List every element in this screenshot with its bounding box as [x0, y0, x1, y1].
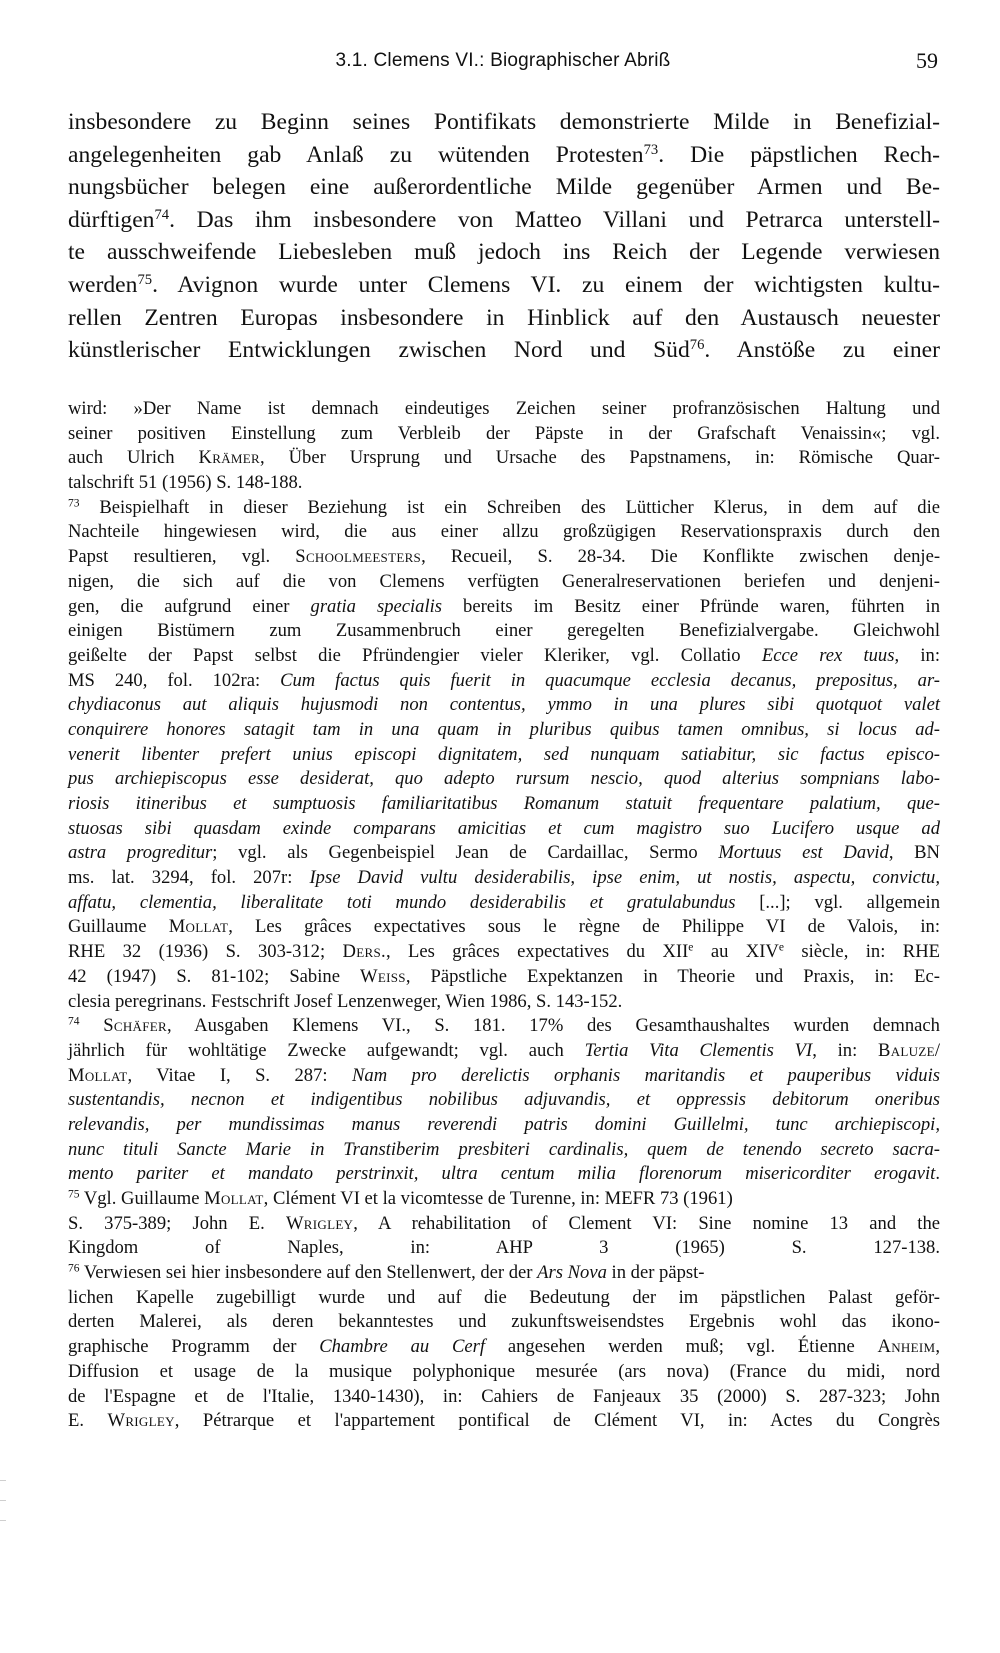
- footnote-line: 42 (1947) S. 81-102; Sabine Weiss, Päpstliche Expektanzen in Theorie und Praxis, in: Ec-: [68, 965, 940, 987]
- footnote-line: derten Malerei, als deren bekanntestes und zukunftsweisendstes Ergebnis wohl das ikono-: [68, 1311, 940, 1333]
- footnote-line: wird: »Der Name ist demnach eindeutiges Zeichen seiner profranzösischen Haltung und: [68, 398, 940, 419]
- footnote-line: einigen Bistümern zum Zusammenbruch einer geregelten Benefizialvergabe. Gleichwohl: [68, 620, 940, 642]
- body-line: angelegenheiten gab Anlaß zu wütenden Protesten$^{73}$. Die päpstlichen Rech-: [68, 141, 940, 168]
- footnote-line: clesia peregrinans. Festschrift Josef Lenzenweger, Wien 1986, S. 143-152.: [68, 990, 623, 1012]
- footnote-line: S. 375-389; John E. Wrigley, A rehabilitation of Clement VI: Sine nomine 13 and the: [68, 1212, 940, 1234]
- footnote-line: nigen, die sich auf die von Clemens verfügten Generalreservationen beriefen und denjeni-: [68, 570, 940, 592]
- running-title: 3.1. Clemens VI.: Biographischer Abriß: [335, 50, 671, 71]
- footnote-line: de l'Espagne et de l'Italie, 1340-1430), in: Cahiers de Fanjeaux 35 (2000) S. 287-323; John: [68, 1385, 940, 1407]
- footnote-line: jährlich für wohltätige Zwecke aufgewandt; vgl. auch Tertia Vita Clementis VI, in: Baluze/: [68, 1039, 941, 1061]
- footnote-line: auch Ulrich Krämer, Über Ursprung und Ursache des Papstnamens, in: Römische Quar-: [68, 447, 940, 469]
- footnote-line: gen, die aufgrund einer gratia specialis bereits im Besitz einer Pfründe waren, führten in: [68, 595, 940, 617]
- footnote-line: riosis itineribus et sumptuosis familiaritatibus Romanum statuit frequentare palatium, que-: [68, 793, 940, 814]
- body-line: rellen Zentren Europas insbesondere in Hinblick auf den Austausch neuester: [68, 304, 940, 331]
- footnote-line: graphische Programm der Chambre au Cerf angesehen werden muß; vgl. Étienne Anheim,: [68, 1336, 941, 1358]
- footnote-line: pus archiepiscopus esse desiderat, quo adepto rursum nescio, quod alterius sompnians labo-: [68, 768, 940, 790]
- footnote-line: lichen Kapelle zugebilligt wurde und auf die Bedeutung der im päpstlichen Palast geför-: [68, 1286, 940, 1308]
- footnote-line: Diffusion et usage de la musique polyphonique mesurée (ars nova) (France du midi, nord: [68, 1360, 940, 1382]
- footnote-line: Guillaume Mollat, Les grâces expectatives sous le règne de Philippe VI de Valois, in:: [68, 916, 940, 938]
- footnote-line: $^{76}$ Verwiesen sei hier insbesondere auf den Stellenwert, der der Ars Nova in der päpst-: [68, 1262, 705, 1284]
- footnote-line: venerit libenter prefert unius episcopi dignitatem, sed nunquam satiabitur, sic factus episco-: [68, 743, 940, 765]
- footnote-line: RHE 32 (1936) S. 303-312; Ders., Les grâces expectatives du XIIe au XIVe siècle, in: RHE: [68, 941, 940, 963]
- footnote-line: talschrift 51 (1956) S. 148-188.: [68, 472, 303, 494]
- footnote-line: Mollat, Vitae I, S. 287: Nam pro derelictis orphanis maritandis et pauperibus viduis: [68, 1064, 940, 1086]
- footnote-line: geißelte der Papst selbst die Pfründengier vieler Kleriker, vgl. Collatio Ecce rex tuus, in:: [68, 644, 940, 666]
- footnote-line: ms. lat. 3294, fol. 207r: Ipse David vultu desiderabilis, ipse enim, ut nostis, aspectu, convictu,: [68, 867, 940, 889]
- footnote-line: mento pariter et mandato perstrinxit, ultra centum milia florenorum misericorditer erogavit.: [68, 1163, 940, 1185]
- footnote-line: affatu, clementia, liberalitate toti mundo desiderabilis et gratulabundus [...]; vgl. allgemein: [68, 891, 940, 913]
- footnote-line: sustentandis, necnon et indigentibus nobilibus adjuvandis, et oppressis debitorum oneribus: [68, 1089, 940, 1111]
- footnote-line: nunc tituli Sancte Marie in Transtiberim presbiteri cardinalis, quem de tenendo secreto sacra-: [68, 1138, 940, 1160]
- footnote-line: relevandis, per mundissimas manus reverendi patris domini Guillelmi, tunc archiepiscopi,: [68, 1113, 940, 1135]
- footnotes: [68, 397, 940, 1434]
- footnote-line: Nachteile hingewiesen wird, die aus einer allzu großzügigen Reservationspraxis durch den: [68, 521, 940, 543]
- main-text: [68, 106, 940, 367]
- footnote-line: seiner positiven Einstellung zum Verbleib der Päpste in der Grafschaft Venaissin«; vgl.: [68, 422, 940, 444]
- body-line: werden$^{75}$. Avignon wurde unter Clemens VI. zu einem der wichtigsten kultu-: [68, 271, 940, 298]
- footnote-line: E. Wrigley, Pétrarque et l'appartement pontifical de Clément VI, in: Actes du Congrès: [68, 1410, 940, 1432]
- footnote-line: chydiaconus aut aliquis hujusmodi non contentus, ymmo in una plures sibi quotquot valet: [68, 694, 940, 716]
- footnote-line: $^{74}$ Schäfer, Ausgaben Klemens VI., S. 181. 17% des Gesamthaushaltes wurden demnach: [68, 1015, 940, 1037]
- footnote-line: Kingdom of Naples, in: AHP 3 (1965) S. 127-138.: [68, 1237, 940, 1259]
- page-number: 59: [916, 48, 938, 73]
- footnote-line: $^{73}$ Beispielhaft in dieser Beziehung ist ein Schreiben des Lütticher Klerus, in dem auf die: [68, 496, 940, 518]
- page-header: [68, 44, 938, 84]
- footnote-line: Papst resultieren, vgl. Schoolmeesters, Recueil, S. 28-34. Die Konflikte zwischen denje-: [68, 546, 941, 568]
- footnote-line: stuosas sibi quasdam exinde comparans amicitias et cum magistro suo Lucifero usque ad: [68, 817, 940, 839]
- body-line: te ausschweifende Liebesleben muß jedoch ins Reich der Legende verwiesen: [68, 239, 940, 266]
- body-line: nungsbücher belegen eine außerordentliche Milde gegenüber Armen und Be-: [68, 174, 940, 201]
- footnote-line: conquirere honores satagit tam in una quam in pluribus quibus tamen omnibus, si locus ad-: [68, 718, 940, 740]
- footnote-line: MS 240, fol. 102ra: Cum factus quis fuerit in quacumque ecclesia decanus, prepositus, ar-: [68, 669, 941, 691]
- body-line: dürftigen$^{74}$. Das ihm insbesondere von Matteo Villani und Petrarca unterstell-: [68, 206, 940, 233]
- body-line: künstlerischer Entwicklungen zwischen Nord und Süd$^{76}$. Anstöße zu einer: [68, 337, 940, 364]
- body-line: insbesondere zu Beginn seines Pontifikats demonstrierte Milde in Benefizial-: [68, 109, 940, 135]
- footnote-line: astra progreditur; vgl. als Gegenbeispiel Jean de Cardaillac, Sermo Mortuus est David, BN: [68, 842, 940, 864]
- footnote-line: $^{75}$ Vgl. Guillaume Mollat, Clément VI et la vicomtesse de Turenne, in: MEFR 73 (1961): [68, 1188, 733, 1209]
